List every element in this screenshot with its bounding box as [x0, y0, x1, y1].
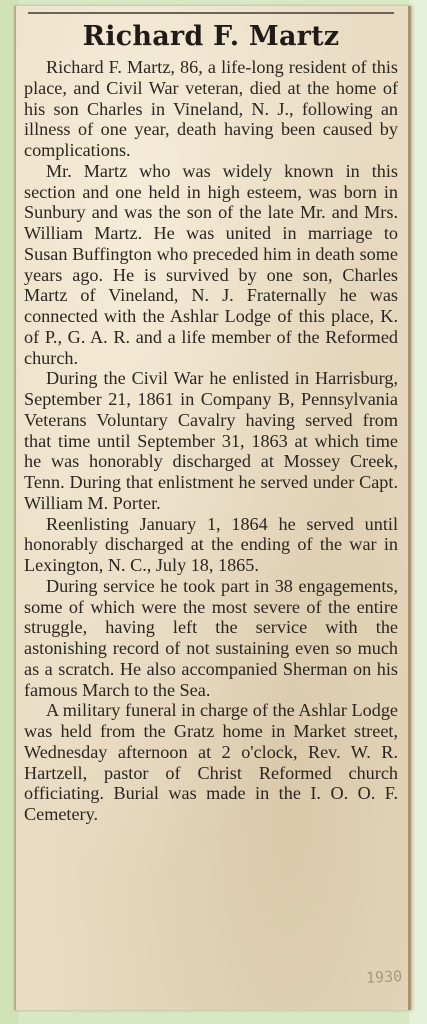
top-rule: [28, 12, 394, 14]
paragraph-6: A military funeral in charge of the Ashlar Lodge was held from the Gratz home in Market street, Wednesday afternoon at 2 o'clock, Rev. W. R. Hartzell, pastor of Christ Reformed church officiating. Burial was made in the I. O. O. F. Cemetery.: [24, 700, 398, 824]
newspaper-clipping: [14, 6, 411, 1010]
paragraph-5: During service he took part in 38 engagements, some of which were the most severe of the entire struggle, having left the service with the astonishing record of not sustaining even so much as a scratch. He also accompanied Sherman on his famous March to the Sea.: [24, 575, 398, 700]
paragraph-1: Richard F. Martz, 86, a life-long resident of this place, and Civil War veteran, died at the home of his son Charles in Vineland, N. J., following an illness of one year, death having been caused by complications.: [24, 57, 398, 160]
handwritten-date-note: 1930: [365, 967, 403, 987]
obituary-article: [24, 57, 398, 825]
paragraph-4: Reenlisting January 1, 1864 he served until honorably discharged at the ending of the war in Lexington, N. C., July 18, 1865.: [24, 513, 398, 575]
background-right: [409, 0, 427, 1024]
paragraph-2: Mr. Martz who was widely known in this section and one held in high esteem, was born in Sunbury and was the son of the late Mr. and Mrs. William Martz. He was united in marriage to Susan Buffington who preceded him in death some years ago. He is survived by one son, Charles Martz of Vineland, N. J. Fraternally he was connected with the Ashlar Lodge of this place, K. of P., G. A. R. and a life member of the Reformed church.: [24, 160, 398, 368]
paragraph-3: During the Civil War he enlisted in Harrisburg, September 21, 1861 in Company B, Pennsylvania Veterans Voluntary Cavalry having served from that time until September 31, 1863 at which time he was honorably discharged at Mossey Creek, Tenn. During that enlistment he served under Capt. William M. Porter.: [24, 368, 398, 513]
obituary-headline: Richard F. Martz: [82, 21, 340, 52]
